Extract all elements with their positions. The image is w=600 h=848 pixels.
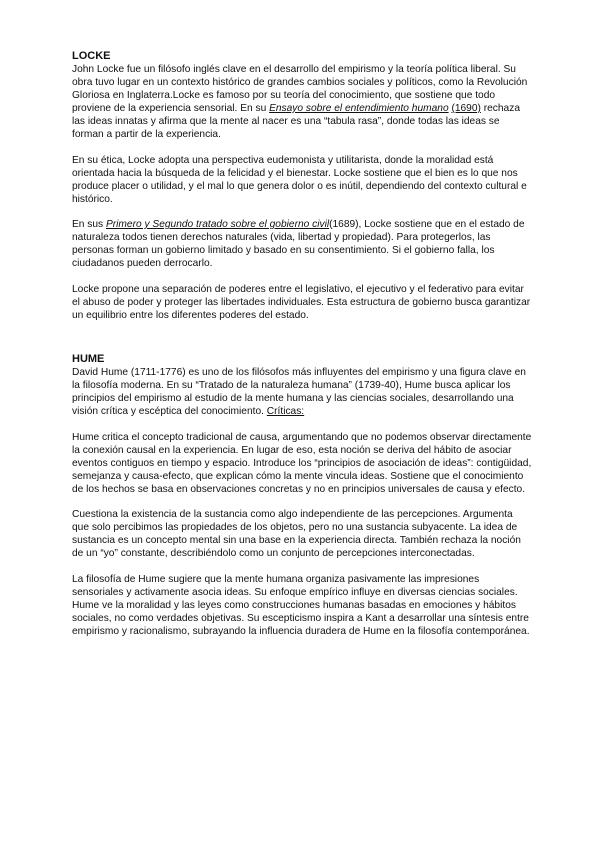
criticas-label: Críticas: — [266, 406, 305, 417]
hume-paragraph-4: La filosofía de Hume sugiere que la mente humana organiza pasivamente las impresiones sensoriales y activamente asocia ideas. Su enfoque empírico influye en diversas ciencias sociales. Hume ve la moralidad y las leyes como construcciones humanas basadas en emociones y hábitos sociales, no como verdades objetivas. Su escepticismo inspira a Kant a desarrollar una síntesis entre empirismo y racionalismo, subrayando la influencia duradera de Hume en la filosofía contemporánea. — [72, 573, 530, 637]
locke-p3-text-b: (1689), Locke sostiene que en el estado de naturaleza todos tienen derechos naturales (vida, libertad y propiedad). Para protegerlos, las personas forman un gobierno limitado y basado en su consentimiento. Si el gobierno falla, los ciudadanos pueden derrocarlo. — [72, 219, 525, 269]
hume-section — [72, 353, 532, 638]
locke-heading: LOCKE — [72, 50, 111, 62]
document-body — [72, 50, 532, 650]
locke-paragraph-4: Locke propone una separación de poderes entre el legislativo, el ejecutivo y el federativo para evitar el abuso de poder y proteger las libertades individuales. Esta estructura de gobierno busca garantizar un equilibrio entre los diferentes poderes del estado. — [72, 283, 531, 321]
hume-paragraph-3: Cuestiona la existencia de la sustancia como algo independiente de las percepciones. Argumenta que solo percibimos las propiedades de los objetos, pero no una sustancia subyacente. La idea de sustancia es un concepto mental sin una base en la experiencia directa. También rechaza la noción de un “yo” constante, describiéndolo como un conjunto de percepciones interconectadas. — [72, 509, 521, 559]
hume-paragraph-2: Hume critica el concepto tradicional de causa, argumentando que no podemos observar directamente la conexión causal en la experiencia. En lugar de eso, esta noción se deriva del hábito de asociar eventos contiguos en tiempo y espacio. Introduce los “principios de asociación de ideas”: contigüidad, semejanza y causa-efecto, que explican cómo la mente vincula ideas. Sostiene que el conocimiento de los hechos se basa en observaciones concretas y no en principios universales de causa y efecto. — [72, 431, 532, 495]
locke-paragraph-2: En su ética, Locke adopta una perspectiva eudemonista y utilitarista, donde la moralidad está orientada hacia la búsqueda de la felicidad y el bienestar. Locke sostiene que el bien es lo que nos produce placer o utilidad, y el mal lo que genera dolor o es inútil, dependiendo del contexto cultural e histórico. — [72, 154, 527, 205]
section-spacer — [72, 334, 532, 353]
tratado-title: Primero y Segundo tratado sobre el gobierno civil — [105, 219, 330, 230]
locke-paragraph-3 — [72, 218, 532, 270]
hume-heading: HUME — [72, 353, 105, 365]
locke-p1-text-b: rechaza las ideas innatas y afirma que la mente al nacer es una “tabula rasa”, donde todas las ideas se forman a partir de la experiencia. — [72, 103, 520, 140]
ensayo-year: (1690) — [451, 103, 481, 114]
locke-paragraph-1 — [72, 63, 532, 141]
ensayo-title: Ensayo sobre el entendimiento humano — [269, 103, 449, 114]
locke-p3-text-a: En sus — [72, 219, 106, 230]
hume-paragraph-1 — [72, 366, 532, 418]
locke-section — [72, 50, 532, 322]
locke-p1-text-a: John Locke fue un filósofo inglés clave en el desarrollo del empirismo y la teoría política liberal. Su obra tuvo lugar en un contexto histórico de grandes cambios sociales y políticos, como la Revolución Gloriosa en Inglaterra.Locke es famoso por su teoría del conocimiento, que sostiene que todo proviene de la experiencia sensorial. En su — [72, 64, 528, 114]
hume-p1-text-a: David Hume (1711-1776) es uno de los filósofos más influyentes del empirismo y una figura clave en la filosofía moderna. En su “Tratado de la naturaleza humana” (1739-40), Hume busca aplicar los principios del empirismo al estudio de la mente humana y las ciencias sociales, desarrollando una visión crítica y escéptica del conocimiento. — [72, 367, 526, 417]
